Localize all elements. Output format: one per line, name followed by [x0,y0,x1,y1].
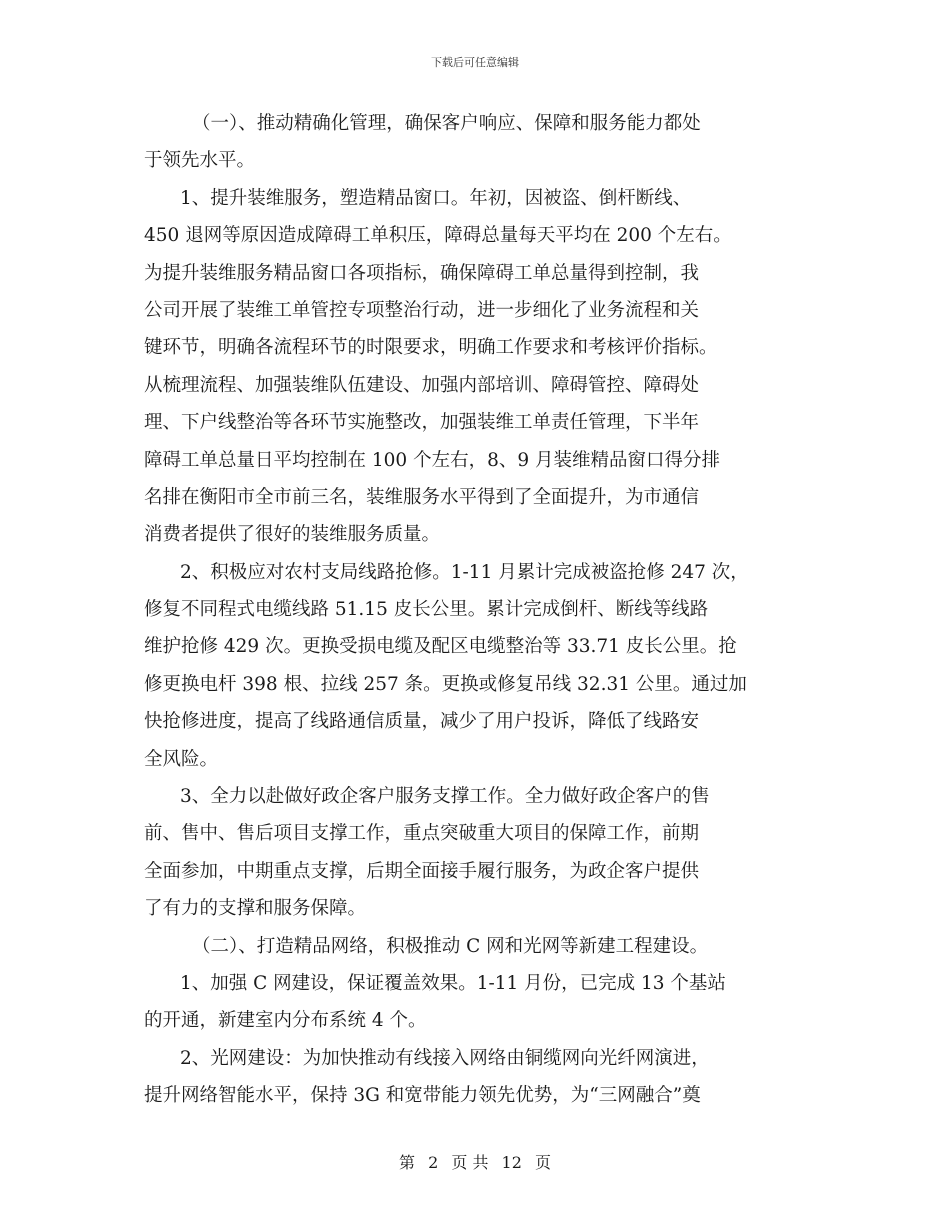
page-suffix: 页 [535,1153,552,1172]
paragraph-line: 名排在衡阳市全市前三名，装维服务水平得到了全面提升，为市通信 [144,486,700,508]
paragraph-line: 从梳理流程、加强装维队伍建设、加强内部培训、障碍管控、障碍处 [144,374,700,396]
paragraph-line: 全面参加，中期重点支撑，后期全面接手履行服务，为政企客户提供 [144,860,700,882]
page-total: 12 [501,1153,522,1172]
paragraph-line: 键环节，明确各流程环节的时限要求，明确工作要求和考核评价指标。 [144,337,718,359]
paragraph-line: 提升网络智能水平，保持 3G 和宽带能力领先优势，为“三网融合”奠 [144,1085,701,1107]
paragraph-line: 障碍工单总量日平均控制在 100 个左右，8、9 月装维精品窗口得分排 [144,449,720,471]
paragraph-line: 修复不同程式电缆线路 51.15 皮长公里。累计完成倒杆、断线等线路 [144,599,709,621]
paragraph-line: 了有力的支撑和服务保障。 [144,898,367,920]
page-number-footer [0,1150,950,1173]
page-middle: 页 共 [451,1153,489,1172]
paragraph-line: 为提升装维服务精品窗口各项指标，确保障碍工单总量得到控制，我 [144,262,700,284]
document-body [144,105,814,1115]
paragraph-line: 消费者提供了很好的装维服务质量。 [144,524,441,546]
paragraph-line: 修更换电杆 398 根、拉线 257 条。更换或修复吊线 32.31 公里。通过加 [144,673,747,695]
paragraph-line: 2、光网建设：为加快推动有线接入网络由铜缆网向光纤网演进， [180,1047,710,1069]
paragraph-line: 维护抢修 429 次。更换受损电缆及配区电缆整治等 33.71 皮长公里。抢 [144,636,737,658]
section-heading-1: （一）、推动精确化管理，确保客户响应、保障和服务能力都处 [192,113,701,134]
paragraph-line: 于领先水平。 [144,150,256,172]
paragraph-line: 3、全力以赴做好政企客户服务支撑工作。全力做好政企客户的售 [180,786,710,808]
section-heading-2: （二）、打造精品网络，积极推动 C 网和光网等新建工程建设。 [192,935,709,957]
paragraph-line: 公司开展了装维工单管控专项整治行动，进一步细化了业务流程和关 [144,299,700,321]
paragraph-line: 快抢修进度，提高了线路通信质量，减少了用户投诉，降低了线路安 [144,711,700,733]
paragraph-line: 的开通，新建室内分布系统 4 个。 [144,1010,427,1032]
paragraph-line: 前、售中、售后项目支撑工作，重点突破重大项目的保障工作，前期 [144,823,700,845]
paragraph-line: 全风险。 [144,748,219,770]
paragraph-line: 1、加强 C 网建设，保证覆盖效果。1-11 月份，已完成 13 个基站 [180,972,726,994]
page-prefix: 第 [398,1153,415,1172]
paragraph-line: 450 退网等原因造成障碍工单积压，障碍总量每天平均在 200 个左右。 [144,225,732,247]
page-current: 2 [428,1153,439,1172]
paragraph-line: 2、积极应对农村支局线路抢修。1-11 月累计完成被盗抢修 247 次， [180,561,749,583]
page-header-note: 下载后可任意编辑 [431,56,519,69]
paragraph-line: 理、下户线整治等各环节实施整改，加强装维工单责任管理，下半年 [144,412,700,434]
paragraph-line: 1、提升装维服务，塑造精品窗口。年初，因被盗、倒杆断线、 [180,187,692,209]
